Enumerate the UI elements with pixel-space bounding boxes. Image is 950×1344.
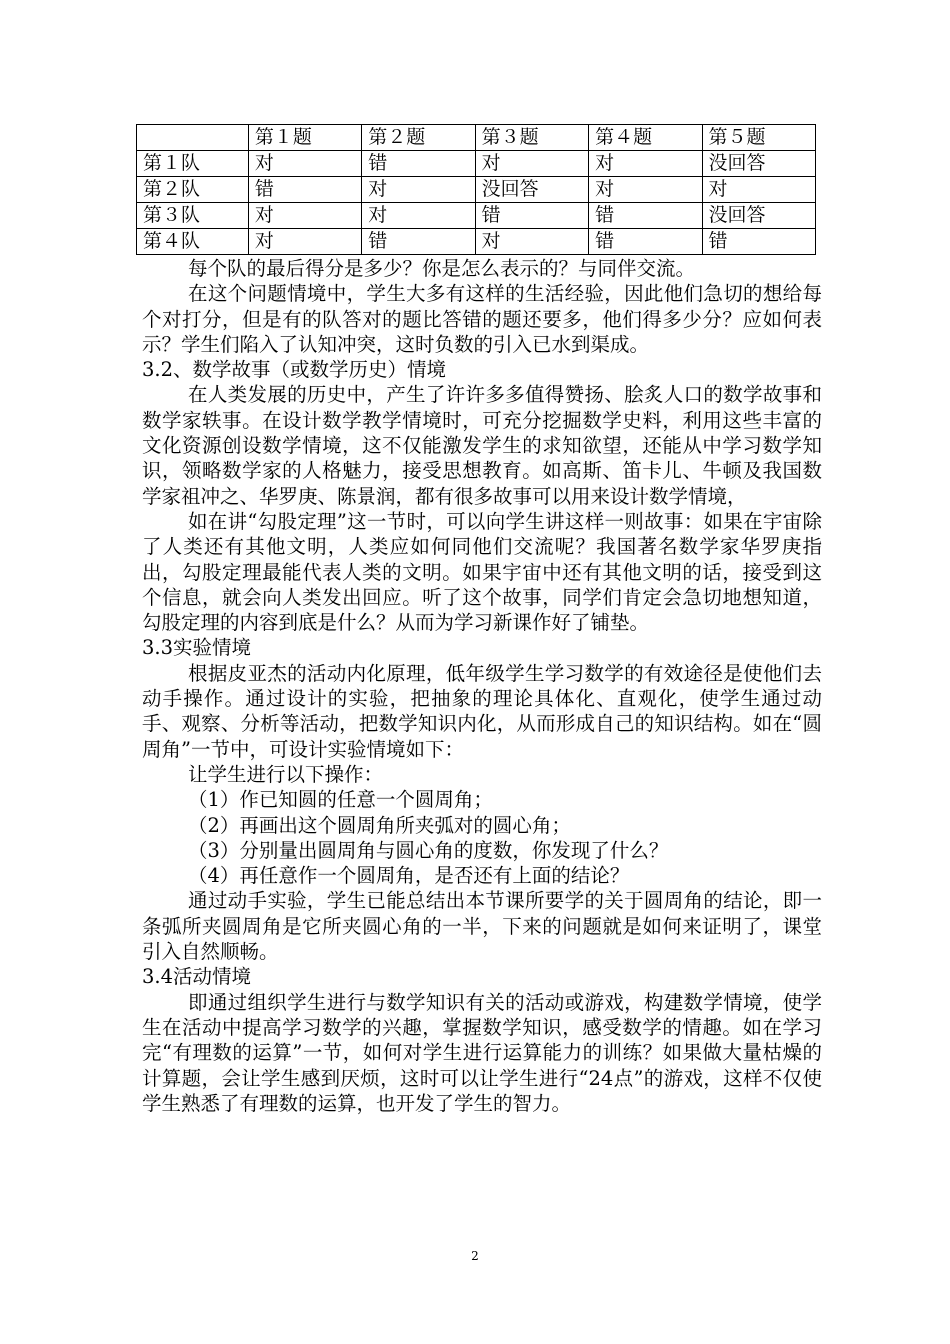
table-cell: 对: [589, 151, 702, 177]
paragraph: 每个队的最后得分是多少？你是怎么表示的？与同伴交流。: [188, 257, 696, 280]
table-cell: 对: [475, 229, 588, 255]
list-item: （2）再画出这个圆周角所夹弧对的圆心角；: [188, 813, 571, 837]
page-number: 2: [471, 1249, 479, 1263]
body-text: [142, 256, 822, 1116]
table-cell: 错: [589, 229, 702, 255]
table-row: [137, 177, 816, 203]
table-cell: 错: [248, 177, 361, 203]
table-cell: 对: [248, 229, 361, 255]
table-cell: 对: [475, 151, 588, 177]
paragraph: 根据皮亚杰的活动内化原理，低年级学生学习数学的有效途径是使他们去动手操作。通过设计的实验，把抽象的理论具体化、直观化，使学生通过动手、观察、分析等活动，把数学知识内化，从而形成自己的知识结构。如在“圆周角”一节中，可设计实验情境如下：: [142, 661, 822, 761]
table-row: [137, 229, 816, 255]
table-cell: 错: [702, 229, 815, 255]
table-cell: 对: [248, 151, 361, 177]
paragraph: 在人类发展的历史中，产生了许许多多值得赞扬、脍炙人口的数学故事和数学家轶事。在设计数学教学情境时，可充分挖掘数学史料，利用这些丰富的文化资源创设数学情境，这不仅能激发学生的求知欲望，还能从中学习数学知识，领略数学家的人格魅力，接受思想教育。如高斯、笛卡儿、牛顿及我国数学家祖冲之、华罗庚、陈景润，都有很多故事可以用来设计数学情境，: [142, 383, 822, 508]
paragraph: 在这个问题情境中，学生大多有这样的生活经验，因此他们急切的想给每个对打分，但是有的队答对的题比答错的题还要多，他们得多少分？应如何表示？学生们陷入了认知冲突，这时负数的引入已水到渠成。: [142, 282, 822, 356]
paragraph: 如在讲“勾股定理”这一节时，可以向学生讲这样一则故事：如果在宇宙除了人类还有其他文明，人类应如何同他们交流呢？我国著名数学家华罗庚指出，勾股定理最能代表人类的文明。如果宇宙中还有其他文明的话，接受到这个信息，就会向人类发出回应。听了这个故事，同学们肯定会急切地想知道，勾股定理的内容到底是什么？从而为学习新课作好了铺垫。: [142, 509, 822, 635]
table-cell: 错: [589, 203, 702, 229]
score-table: [136, 124, 816, 255]
table-cell: 对: [362, 177, 475, 203]
paragraph: 让学生进行以下操作：: [188, 762, 384, 786]
table-row: [137, 151, 816, 177]
team-label-cell: 第２队: [137, 177, 249, 203]
team-label-cell: 第３队: [137, 203, 249, 229]
table-header-cell: 第３题: [475, 125, 588, 151]
table-cell: 没回答: [475, 177, 588, 203]
list-item: （3）分别量出圆周角与圆心角的度数，你发现了什么？: [188, 838, 669, 862]
list-item: （1）作已知圆的任意一个圆周角；: [188, 788, 493, 812]
team-label-cell: 第４队: [137, 229, 249, 255]
section-heading: 3.2、数学故事（或数学历史）情境: [142, 358, 447, 382]
table-cell: 对: [248, 203, 361, 229]
paragraph: 通过动手实验，学生已能总结出本节课所要学的关于圆周角的结论，即一条弧所夹圆周角是它所夹圆心角的一半，下来的问题就是如何来证明了，课堂引入自然顺畅。: [142, 889, 822, 964]
table-header-cell: 第２题: [362, 125, 475, 151]
table-header-row: [137, 125, 816, 151]
table-header-cell: [137, 125, 249, 151]
table-cell: 错: [362, 229, 475, 255]
table-header-cell: 第１题: [248, 125, 361, 151]
team-label-cell: 第１队: [137, 151, 249, 177]
table-row: [137, 203, 816, 229]
table-cell: 对: [362, 203, 475, 229]
table-header-cell: 第４题: [589, 125, 702, 151]
table-cell: 没回答: [702, 151, 815, 177]
table-cell: 错: [362, 151, 475, 177]
section-heading: 3.4活动情境: [142, 965, 252, 989]
paragraph: 即通过组织学生进行与数学知识有关的活动或游戏，构建数学情境，使学生在活动中提高学习数学的兴趣，掌握数学知识，感受数学的情趣。如在学习完“有理数的运算”一节，如何对学生进行运算能力的训练？如果做大量枯燥的计算题，会让学生感到厌烦，这时可以让学生进行“24点”的游戏，这样不仅使学生熟悉了有理数的运算，也开发了学生的智力。: [142, 990, 822, 1115]
table-cell: 没回答: [702, 203, 815, 229]
section-heading: 3.3实验情境: [142, 636, 252, 660]
table-cell: 对: [589, 177, 702, 203]
list-item: （4）再任意作一个圆周角，是否还有上面的结论？: [188, 864, 630, 888]
table-cell: 对: [702, 177, 815, 203]
table-cell: 错: [475, 203, 588, 229]
table-header-cell: 第５题: [702, 125, 815, 151]
